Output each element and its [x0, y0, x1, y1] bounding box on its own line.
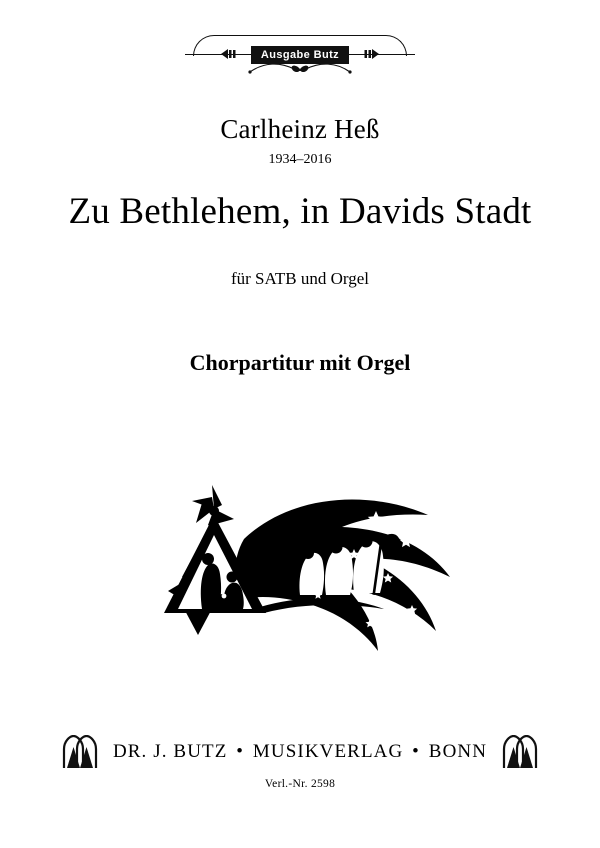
footer: [0, 735, 600, 790]
gothic-arch-icon: [61, 735, 99, 769]
publisher-banner: [0, 34, 600, 76]
ornament-flank-icon: [221, 48, 237, 60]
nativity-papercut-illustration: [140, 443, 460, 703]
artwork-container: [0, 440, 600, 705]
composer-lifespan: 1934–2016: [268, 152, 332, 167]
scoring-info: für SATB und Orgel: [230, 269, 370, 288]
publisher-banner-label: Ausgabe Butz: [251, 46, 349, 64]
edition-kind: Chorpartitur mit Orgel: [189, 350, 411, 375]
imprint-separator: •: [412, 741, 420, 762]
page-title: Zu Bethlehem, in Davids Stadt: [68, 191, 532, 232]
imprint-part-type: MUSIKVERLAG: [252, 741, 404, 762]
ornament-flank-icon: [363, 48, 379, 60]
composer-name: Carlheinz Heß: [220, 114, 380, 144]
imprint-part-publisher: DR. J. BUTZ: [112, 741, 228, 762]
gothic-arch-icon: [501, 735, 539, 769]
imprint-part-city: BONN: [428, 741, 488, 762]
plate-number: Verl.-Nr. 2598: [264, 778, 336, 790]
imprint-separator: •: [236, 741, 245, 762]
publisher-imprint: [113, 741, 487, 763]
